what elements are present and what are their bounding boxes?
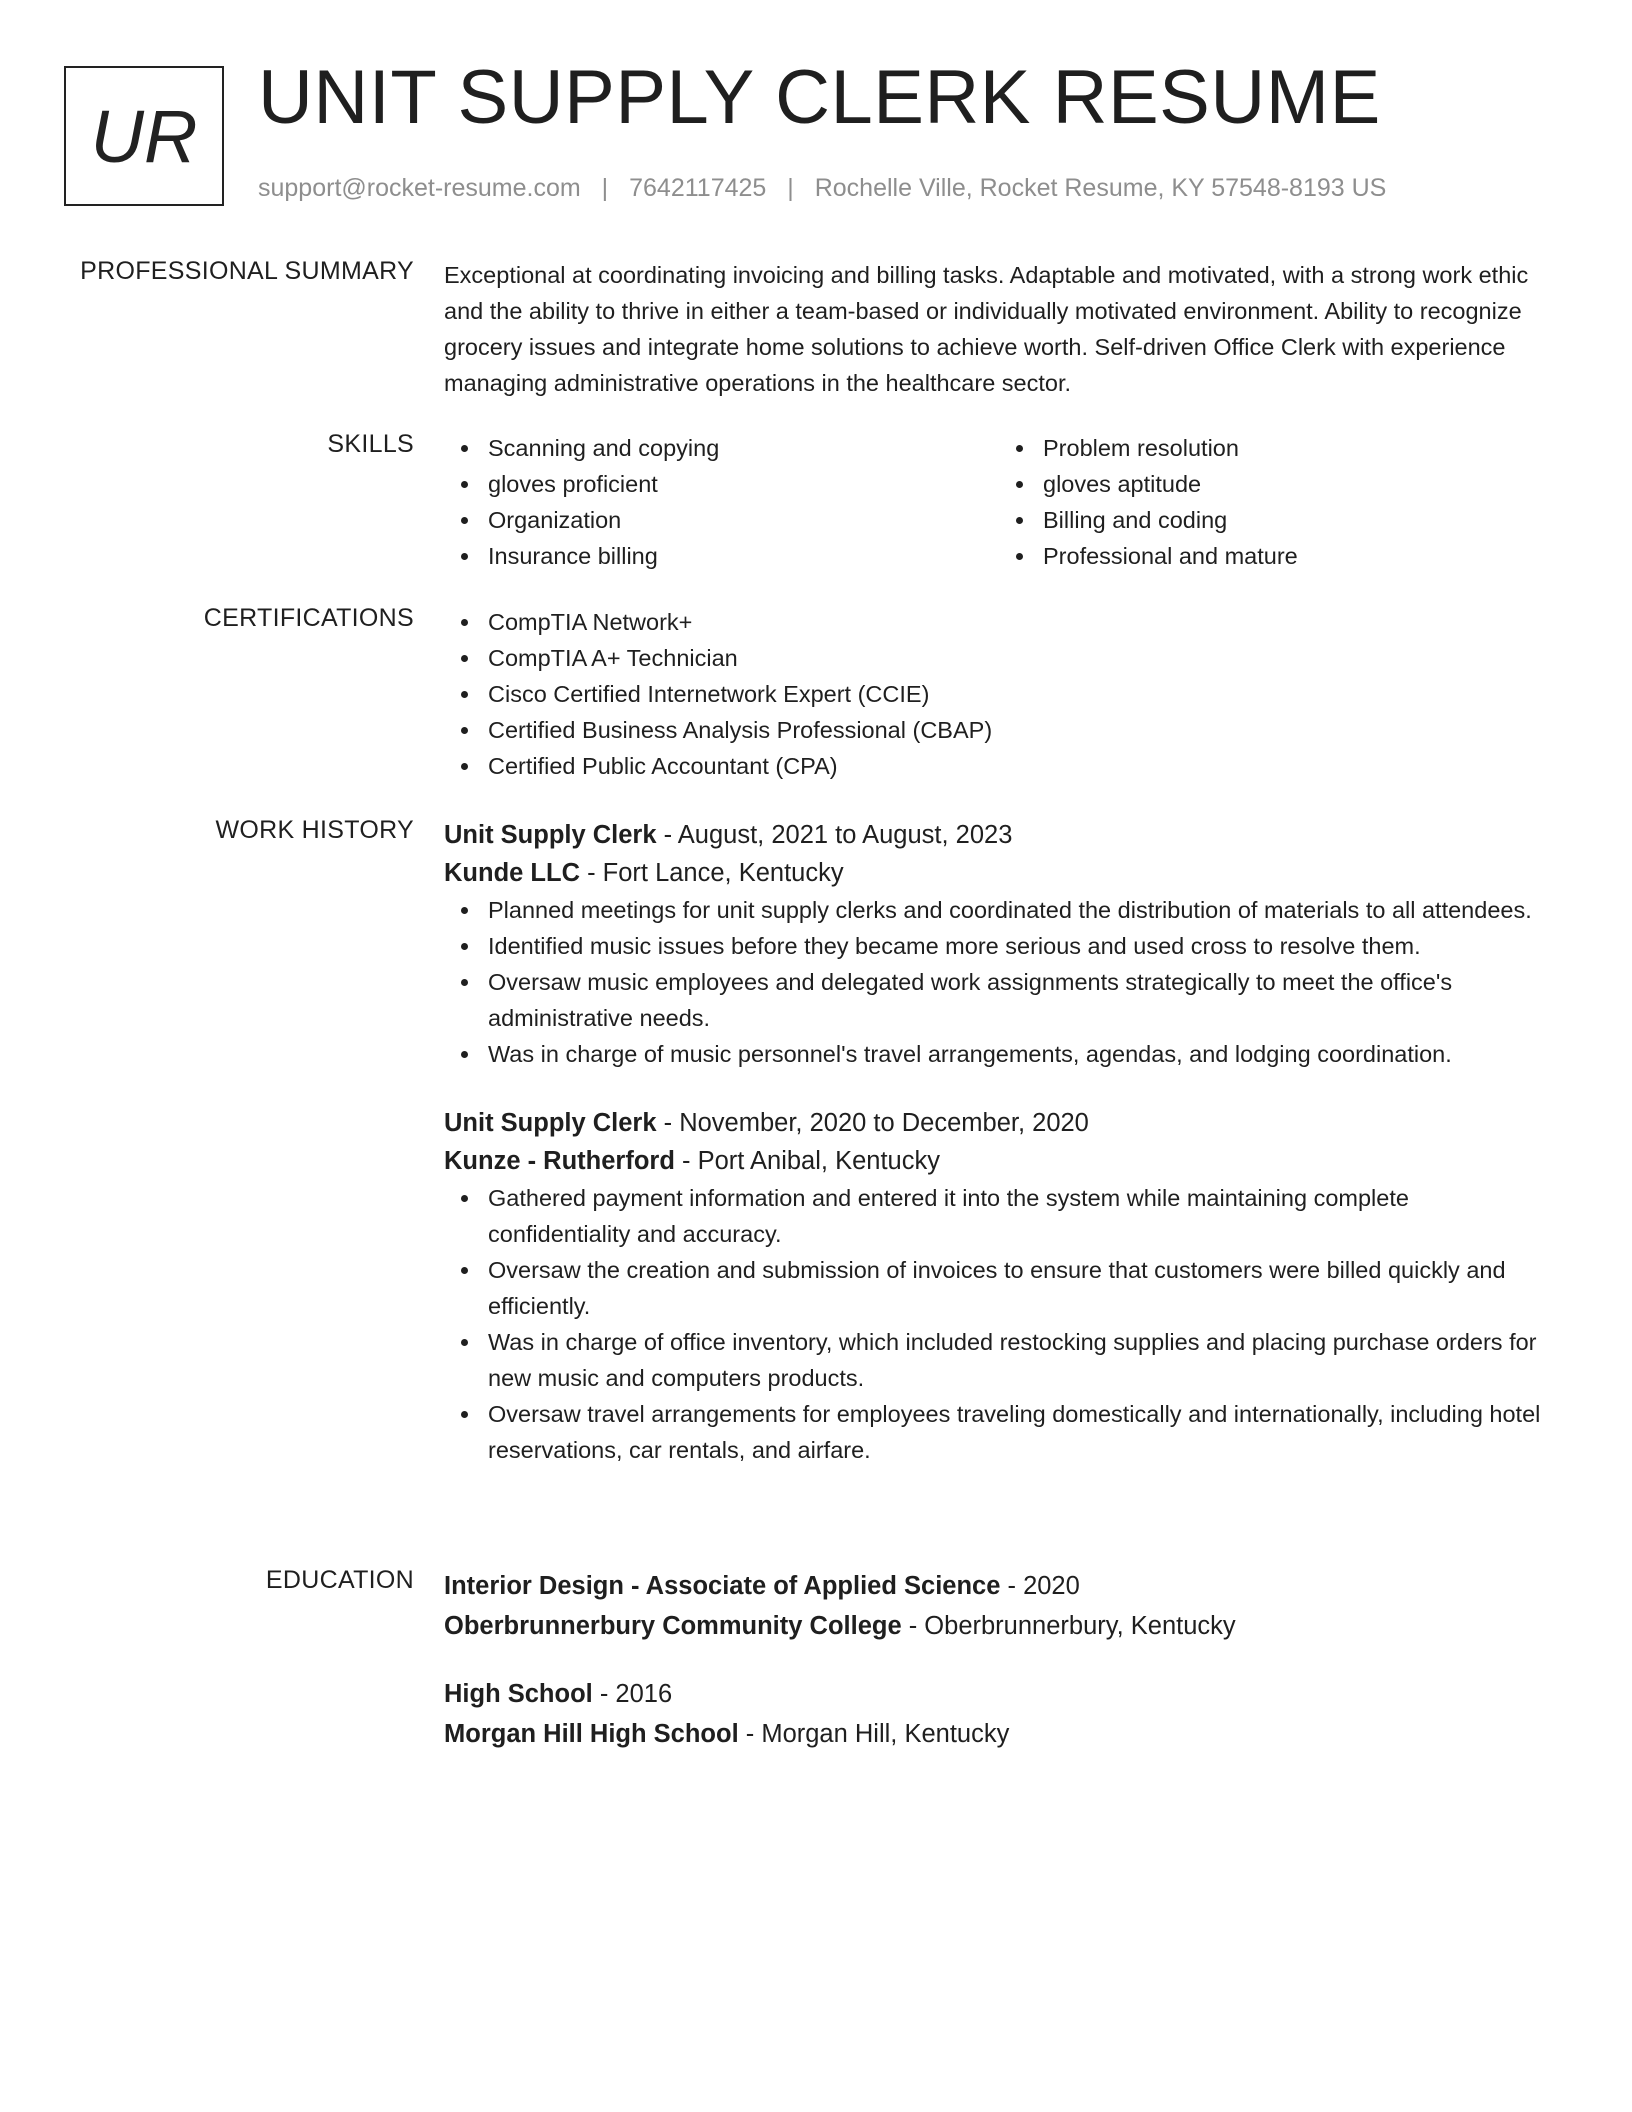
job-entry — [444, 816, 1554, 1072]
education-location: - Oberbrunnerbury, Kentucky — [901, 1612, 1236, 1640]
skill-item: gloves proficient — [488, 466, 999, 502]
section-heading: PROFESSIONAL SUMMARY — [80, 257, 414, 285]
monogram-logo: UR — [64, 66, 224, 206]
education-school: Oberbrunnerbury Community College — [444, 1612, 902, 1640]
job-company: Kunde LLC — [444, 859, 580, 887]
education-entry — [444, 1566, 1554, 1646]
section-heading: CERTIFICATIONS — [203, 604, 414, 632]
certification-item: Certified Public Accountant (CPA) — [488, 748, 1554, 784]
education-body — [444, 1566, 1554, 1754]
certification-item: CompTIA Network+ — [488, 604, 1554, 640]
resume-title: UNIT SUPPLY CLERK RESUME — [258, 55, 1381, 140]
education-entry — [444, 1674, 1554, 1754]
skill-item: Organization — [488, 502, 999, 538]
job-company: Kunze - Rutherford — [444, 1147, 675, 1175]
work-history-body — [444, 816, 1554, 1468]
skill-item: Insurance billing — [488, 538, 999, 574]
contact-separator: | — [787, 174, 794, 202]
skill-item: Problem resolution — [1043, 430, 1554, 466]
job-company-line — [444, 1142, 1554, 1180]
job-title-line — [444, 1104, 1554, 1142]
education-degree: High School — [444, 1680, 593, 1708]
certification-item: Cisco Certified Internetwork Expert (CCIE) — [488, 676, 1554, 712]
contact-separator: | — [601, 174, 609, 202]
education-location: - Morgan Hill, Kentucky — [738, 1720, 1010, 1748]
certification-item: CompTIA A+ Technician — [488, 640, 1554, 676]
summary-body — [444, 257, 1554, 401]
skill-item: Professional and mature — [1043, 538, 1554, 574]
certification-item: Certified Business Analysis Professional (CBAP) — [488, 712, 1554, 748]
summary-text: Exceptional at coordinating invoicing and billing tasks. Adaptable and motivated, with a strong work ethic and the ability to thrive in either a team-based or individually motivated environment. Ability to recognize grocery issues and integrate home solutions to achieve worth. Self-driven Office Clerk with experience managing administrative operations in the healthcare sector. — [444, 262, 1529, 396]
job-task: Was in charge of office inventory, which included restocking supplies and placing purchase orders for new music and computers products. — [488, 1324, 1554, 1396]
job-task: Was in charge of music personnel's travel arrangements, agendas, and lodging coordination. — [488, 1036, 1554, 1072]
education-year: - 2020 — [1000, 1572, 1080, 1600]
section-heading: SKILLS — [327, 430, 414, 458]
contact-email: support@rocket-resume.com — [258, 174, 581, 202]
contact-address: Rochelle Ville, Rocket Resume, KY 57548-8193 US — [814, 174, 1387, 202]
section-heading: WORK HISTORY — [215, 816, 414, 844]
skills-body — [444, 430, 1554, 574]
education-school: Morgan Hill High School — [444, 1720, 739, 1748]
education-school-line — [444, 1714, 1554, 1754]
section-heading: EDUCATION — [265, 1566, 414, 1594]
job-entry — [444, 1104, 1554, 1468]
job-dates: - August, 2021 to August, 2023 — [656, 821, 1013, 849]
job-task-list — [444, 1180, 1554, 1468]
education-degree-line — [444, 1566, 1554, 1606]
job-dates: - November, 2020 to December, 2020 — [656, 1109, 1089, 1137]
job-task-list — [444, 892, 1554, 1072]
job-task: Gathered payment information and entered it into the system while maintaining complete confidentiality and accuracy. — [488, 1180, 1554, 1252]
education-school-line — [444, 1606, 1554, 1646]
job-task: Oversaw travel arrangements for employees traveling domestically and internationally, including hotel reservations, car rentals, and airfare. — [488, 1396, 1554, 1468]
education-degree: Interior Design - Associate of Applied Science — [444, 1572, 1001, 1600]
certifications-body — [444, 604, 1554, 784]
job-location: - Fort Lance, Kentucky — [579, 859, 844, 887]
job-title: Unit Supply Clerk — [444, 821, 657, 849]
skills-list-left — [444, 430, 999, 574]
job-title-line — [444, 816, 1554, 854]
skills-list-right — [999, 430, 1554, 574]
job-company-line — [444, 854, 1554, 892]
contact-line — [258, 174, 1386, 203]
job-task: Identified music issues before they became more serious and used cross to resolve them. — [488, 928, 1554, 964]
job-task: Oversaw the creation and submission of invoices to ensure that customers were billed quickly and efficiently. — [488, 1252, 1554, 1324]
education-year: - 2016 — [592, 1680, 673, 1708]
education-degree-line — [444, 1674, 1554, 1714]
contact-phone: 7642117425 — [629, 174, 767, 202]
job-task: Oversaw music employees and delegated work assignments strategically to meet the office's administrative needs. — [488, 964, 1554, 1036]
skill-item: Billing and coding — [1043, 502, 1554, 538]
job-task: Planned meetings for unit supply clerks and coordinated the distribution of materials to all attendees. — [488, 892, 1554, 928]
certifications-list — [444, 604, 1554, 784]
skill-item: Scanning and copying — [488, 430, 999, 466]
job-location: - Port Anibal, Kentucky — [674, 1147, 940, 1175]
skill-item: gloves aptitude — [1043, 466, 1554, 502]
job-title: Unit Supply Clerk — [444, 1109, 657, 1137]
